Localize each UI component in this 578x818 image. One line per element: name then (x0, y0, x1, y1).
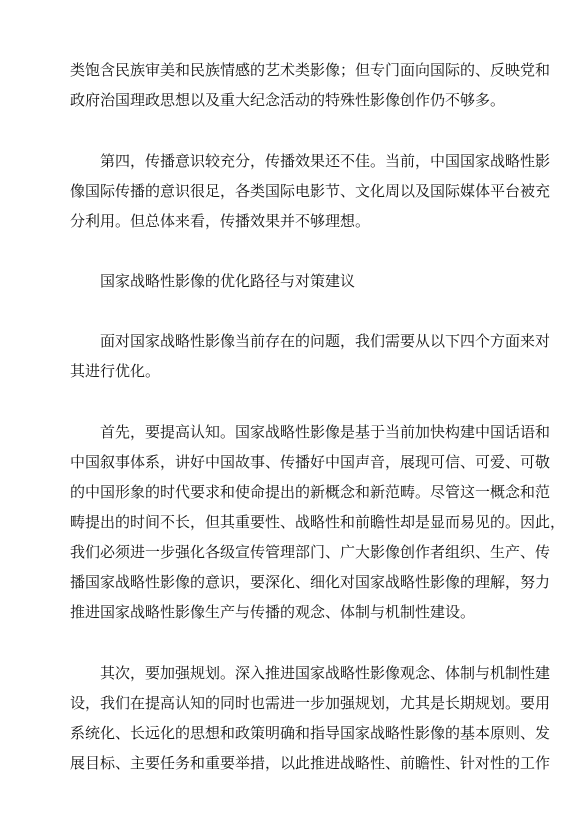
paragraph-line: 政府治国理政思想以及重大纪念活动的特殊性影像创作仍不够多。 (70, 91, 506, 109)
paragraph-line: 第四，传播意识较充分，传播效果还不佳。当前，中国国家战略性影 (100, 152, 551, 170)
paragraph-line: 类饱含民族审美和民族情感的艺术类影像；但专门面向国际的、反映党和 (70, 61, 551, 79)
paragraph-line: 系统化、长远化的思想和政策明确和指导国家战略性影像的基本原则、发 (70, 724, 551, 742)
paragraph-line: 像国际传播的意识很足，各类国际电影节、文化周以及国际媒体平台被充 (70, 182, 551, 200)
paragraph-line: 播国家战略性影像的意识，要深化、细化对国家战略性影像的理解，努力 (70, 573, 551, 591)
paragraph-line: 面对国家战略性影像当前存在的问题，我们需要从以下四个方面来对 (100, 332, 551, 350)
paragraph-line: 畴提出的时间不长，但其重要性、战略性和前瞻性却是显而易见的。因此， (70, 513, 566, 531)
section-heading: 国家战略性影像的优化路径与对策建议 (100, 272, 356, 290)
paragraph-line: 其进行优化。 (70, 362, 161, 380)
paragraph-line: 分利用。但总体来看，传播效果并不够理想。 (70, 212, 371, 230)
paragraph-line: 设，我们在提高认知的同时也需进一步加强规划，尤其是长期规划。要用 (70, 694, 551, 712)
paragraph-line: 中国叙事体系，讲好中国故事、传播好中国声音，展现可信、可爱、可敬 (70, 453, 551, 471)
paragraph-line: 推进国家战略性影像生产与传播的观念、体制与机制性建设。 (70, 603, 476, 621)
paragraph-line: 我们必须进一步强化各级宣传管理部门、广大影像创作者组织、生产、传 (70, 543, 551, 561)
paragraph-line: 首先，要提高认知。国家战略性影像是基于当前加快构建中国话语和 (100, 423, 551, 441)
paragraph-line: 展目标、主要任务和重要举措，以此推进战略性、前瞻性、针对性的工作 (70, 754, 551, 772)
paragraph-line: 的中国形象的时代要求和使命提出的新概念和新范畴。尽管这一概念和范 (70, 483, 551, 501)
paragraph-line: 其次，要加强规划。深入推进国家战略性影像观念、体制与机制性建 (100, 664, 551, 682)
